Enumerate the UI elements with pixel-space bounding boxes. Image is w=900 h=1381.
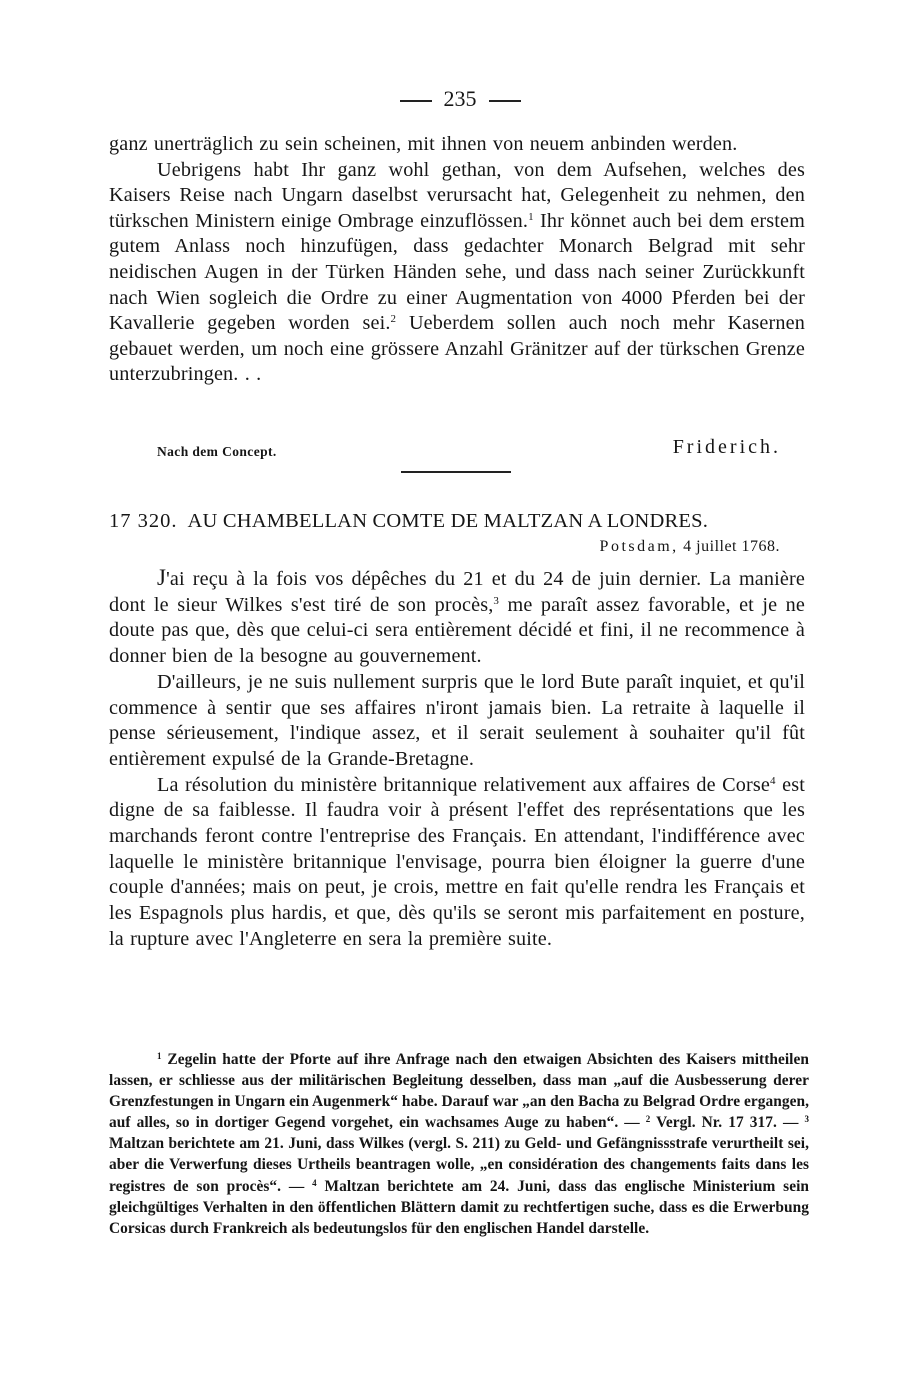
dateline-place: Potsdam,	[599, 538, 679, 555]
footnote-marker: 4	[770, 774, 776, 787]
footnote-number: 1	[157, 1051, 162, 1061]
paragraph	[109, 773, 805, 953]
paragraph	[109, 158, 805, 388]
footnote-number: 3	[804, 1114, 810, 1125]
footnote-number: 4	[312, 1177, 317, 1188]
footnotes	[109, 1049, 809, 1239]
paragraph	[109, 565, 805, 670]
letter-heading	[109, 507, 805, 535]
dateline	[600, 538, 780, 556]
dateline-date: 4 juillet 1768.	[683, 538, 780, 555]
letter-title: AU CHAMBELLAN COMTE DE MALTZAN A LONDRES.	[187, 510, 709, 532]
footnote-marker: 3	[493, 594, 500, 607]
paragraph: D'ailleurs, je ne suis nullement surpris que le lord Bute paraît inquiet, et qu'il commence à sentir que ses affaires n'iront jamais bien. La retraite à laquelle il pense sérieusement, l'indique assez, et il serait seulement à souhaiter qu'il fût entièrement expulsé de la Grande-Bretagne.	[109, 670, 805, 770]
paragraph: ganz unerträglich zu sein scheinen, mit ihnen von neuem anbinden werden.	[109, 133, 738, 155]
footnote-text: Zegelin hatte der Pforte auf ihre Anfrage nach den etwaigen Absichten des Kaisers mittheilen lassen, er schliesse aus der militärischen Begleitung desselben, dass man „auf die Ausbesserung derer Grenzfestungen in Ungarn ein Augenmerk“ habe. Darauf war „an den Bacha zu Belgrad Ordre ergangen, auf alles, so in dortiger Gegend vorgehet, ein wachsames Auge zu haben“. —	[109, 1051, 810, 1132]
paragraph-text: Ueberdem sollen auch noch mehr Kasernen gebauet werden, um noch eine grössere Anzahl Gränitzer auf der türkschen Grenze unterzubringen. . .	[109, 312, 805, 386]
section-divider	[401, 471, 511, 473]
signature: Friderich.	[672, 436, 781, 458]
page-number-text: 235	[443, 86, 477, 111]
page-number	[380, 84, 540, 114]
footnote-paragraph	[109, 1049, 809, 1239]
paragraph-text: Uebrigens habt Ihr ganz wohl gethan, von dem Aufsehen, welches des Kaisers Reise nach Ungarn daselbst verursacht hat, Gelegenheit zu nehmen, den türkschen Ministern einige Ombrage einzuflössen.	[109, 158, 805, 232]
paragraph-text: est digne de sa faiblesse. Il faudra voir à présent l'effet des représentations que les marchands feront contre l'entreprise des Français. En attendant, l'indifférence avec laquelle le ministère britannique l'envisage, pourra bien éloigner la guerre d'une couple d'années; mais on peut, je crois, mettre en fait qu'elle rendra les Français et les Espagnols plus hardis, et que, dès qu'ils se seront mis parfaitement en posture, la rupture avec l'Angleterre en sera la première suite.	[109, 773, 805, 950]
previous-letter-text	[109, 132, 805, 388]
paragraph-text: Ihr könnet auch bei dem erstem gutem Anlass noch hinzufügen, dass gedachter Monarch Belgrad mit sehr neidischen Augen in der Türken Händen sehe, und dass nach seiner Zurückkunft nach Wien sogleich die Ordre zu einer Augmentation von 4000 Pferden bei der Kavallerie gegeben worden sei.	[109, 209, 805, 335]
footnote-marker: 2	[390, 313, 397, 326]
closing-row	[109, 436, 805, 462]
footnote-text: Vergl. Nr. 17 317. —	[656, 1114, 799, 1132]
paragraph-text: 'ai reçu à la fois vos dépêches du 21 et du 24 de juin dernier. La manière dont le sieur Wilkes s'est tiré de son procès,	[109, 568, 805, 616]
paragraph-text: La résolution du ministère britannique relativement aux affaires de Corse	[157, 773, 771, 796]
footnote-marker: 1	[528, 210, 534, 223]
letter-body	[109, 565, 805, 953]
footnote-text: Maltzan berichtete am 21. Juni, dass Wilkes (vergl. S. 211) zu Geld- und Gefängnissstrafe verurtheilt sei, aber die Verwerfung dieses Urtheils beantragen wolle, „en considération des changements faits dans les registres de son procès“. —	[109, 1135, 809, 1195]
initial-letter: J	[157, 565, 167, 590]
source-note: Nach dem Concept.	[157, 444, 277, 459]
footnote-number: 2	[645, 1114, 651, 1125]
page-number-dash-right	[489, 100, 521, 102]
paragraph-text: me paraît assez favorable, et je ne doute pas que, dès que celui-ci sera entièrement décidé et fini, il ne recommence à donner bien de la besogne au gouvernement.	[109, 593, 805, 668]
letter-number: 17 320.	[109, 510, 178, 532]
page-number-dash-left	[400, 100, 432, 102]
footnote-text: Maltzan berichtete am 24. Juni, dass das englische Ministerium sein gleichgültiges Verhalten in den öffentlichen Blättern damit zu rechtfertigen suche, dass es die Erwerbung Corsicas durch Frankreich als bedeutungslos für den englischen Handel darstelle.	[109, 1177, 810, 1237]
